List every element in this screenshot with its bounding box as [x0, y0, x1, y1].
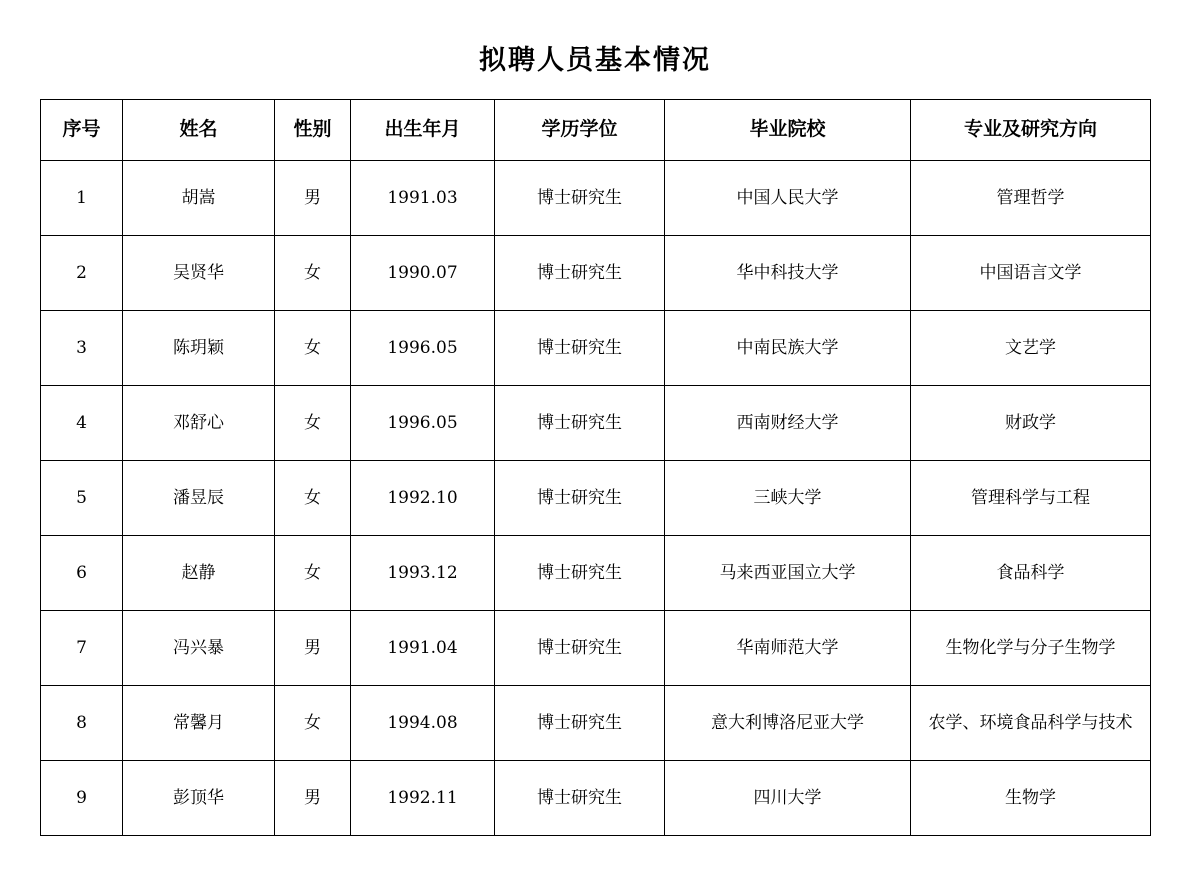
table-container: [0, 99, 1190, 836]
cell-index: 9: [41, 761, 123, 836]
table-row: [41, 686, 1151, 761]
table-row: [41, 536, 1151, 611]
cell-major: 管理哲学: [911, 161, 1151, 236]
cell-gender: 男: [275, 611, 351, 686]
cell-school: 马来西亚国立大学: [665, 536, 911, 611]
cell-gender: 女: [275, 461, 351, 536]
cell-birth-date: 1994.08: [351, 686, 495, 761]
cell-education: 博士研究生: [495, 311, 665, 386]
cell-birth-date: 1996.05: [351, 386, 495, 461]
cell-major: 农学、环境食品科学与技术: [911, 686, 1151, 761]
cell-school: 三峡大学: [665, 461, 911, 536]
cell-name: 吴贤华: [123, 236, 275, 311]
cell-gender: 女: [275, 686, 351, 761]
cell-birth-date: 1991.04: [351, 611, 495, 686]
table-row: [41, 311, 1151, 386]
cell-major: 食品科学: [911, 536, 1151, 611]
cell-school: 西南财经大学: [665, 386, 911, 461]
column-header-major: 专业及研究方向: [911, 100, 1151, 161]
column-header-school: 毕业院校: [665, 100, 911, 161]
cell-education: 博士研究生: [495, 161, 665, 236]
cell-school: 中国人民大学: [665, 161, 911, 236]
cell-school: 四川大学: [665, 761, 911, 836]
cell-index: 6: [41, 536, 123, 611]
cell-birth-date: 1992.10: [351, 461, 495, 536]
table-row: [41, 461, 1151, 536]
cell-birth-date: 1991.03: [351, 161, 495, 236]
cell-major: 管理科学与工程: [911, 461, 1151, 536]
cell-major: 财政学: [911, 386, 1151, 461]
cell-index: 3: [41, 311, 123, 386]
cell-index: 7: [41, 611, 123, 686]
column-header-index: 序号: [41, 100, 123, 161]
cell-major: 生物化学与分子生物学: [911, 611, 1151, 686]
cell-name: 胡嵩: [123, 161, 275, 236]
cell-education: 博士研究生: [495, 611, 665, 686]
cell-school: 意大利博洛尼亚大学: [665, 686, 911, 761]
cell-major: 生物学: [911, 761, 1151, 836]
cell-education: 博士研究生: [495, 461, 665, 536]
personnel-table: [40, 99, 1151, 836]
column-header-birth-date: 出生年月: [351, 100, 495, 161]
cell-education: 博士研究生: [495, 686, 665, 761]
cell-birth-date: 1992.11: [351, 761, 495, 836]
cell-birth-date: 1993.12: [351, 536, 495, 611]
cell-name: 彭顶华: [123, 761, 275, 836]
cell-index: 8: [41, 686, 123, 761]
cell-name: 陈玥颖: [123, 311, 275, 386]
cell-education: 博士研究生: [495, 236, 665, 311]
table-row: [41, 161, 1151, 236]
cell-name: 冯兴暴: [123, 611, 275, 686]
cell-index: 4: [41, 386, 123, 461]
cell-name: 常馨月: [123, 686, 275, 761]
cell-gender: 男: [275, 161, 351, 236]
table-header-row: [41, 100, 1151, 161]
cell-gender: 女: [275, 536, 351, 611]
table-row: [41, 611, 1151, 686]
cell-school: 中南民族大学: [665, 311, 911, 386]
cell-education: 博士研究生: [495, 386, 665, 461]
cell-major: 中国语言文学: [911, 236, 1151, 311]
cell-major: 文艺学: [911, 311, 1151, 386]
table-header: [41, 100, 1151, 161]
cell-gender: 女: [275, 386, 351, 461]
cell-education: 博士研究生: [495, 536, 665, 611]
cell-gender: 女: [275, 311, 351, 386]
cell-name: 赵静: [123, 536, 275, 611]
cell-education: 博士研究生: [495, 761, 665, 836]
table-row: [41, 236, 1151, 311]
cell-gender: 女: [275, 236, 351, 311]
cell-school: 华中科技大学: [665, 236, 911, 311]
table-body: [41, 161, 1151, 836]
cell-index: 1: [41, 161, 123, 236]
cell-index: 5: [41, 461, 123, 536]
cell-index: 2: [41, 236, 123, 311]
column-header-name: 姓名: [123, 100, 275, 161]
cell-gender: 男: [275, 761, 351, 836]
column-header-education: 学历学位: [495, 100, 665, 161]
cell-birth-date: 1996.05: [351, 311, 495, 386]
cell-name: 邓舒心: [123, 386, 275, 461]
table-row: [41, 386, 1151, 461]
cell-name: 潘昱辰: [123, 461, 275, 536]
cell-birth-date: 1990.07: [351, 236, 495, 311]
page-title: 拟聘人员基本情况: [479, 45, 711, 76]
table-row: [41, 761, 1151, 836]
column-header-gender: 性别: [275, 100, 351, 161]
cell-school: 华南师范大学: [665, 611, 911, 686]
